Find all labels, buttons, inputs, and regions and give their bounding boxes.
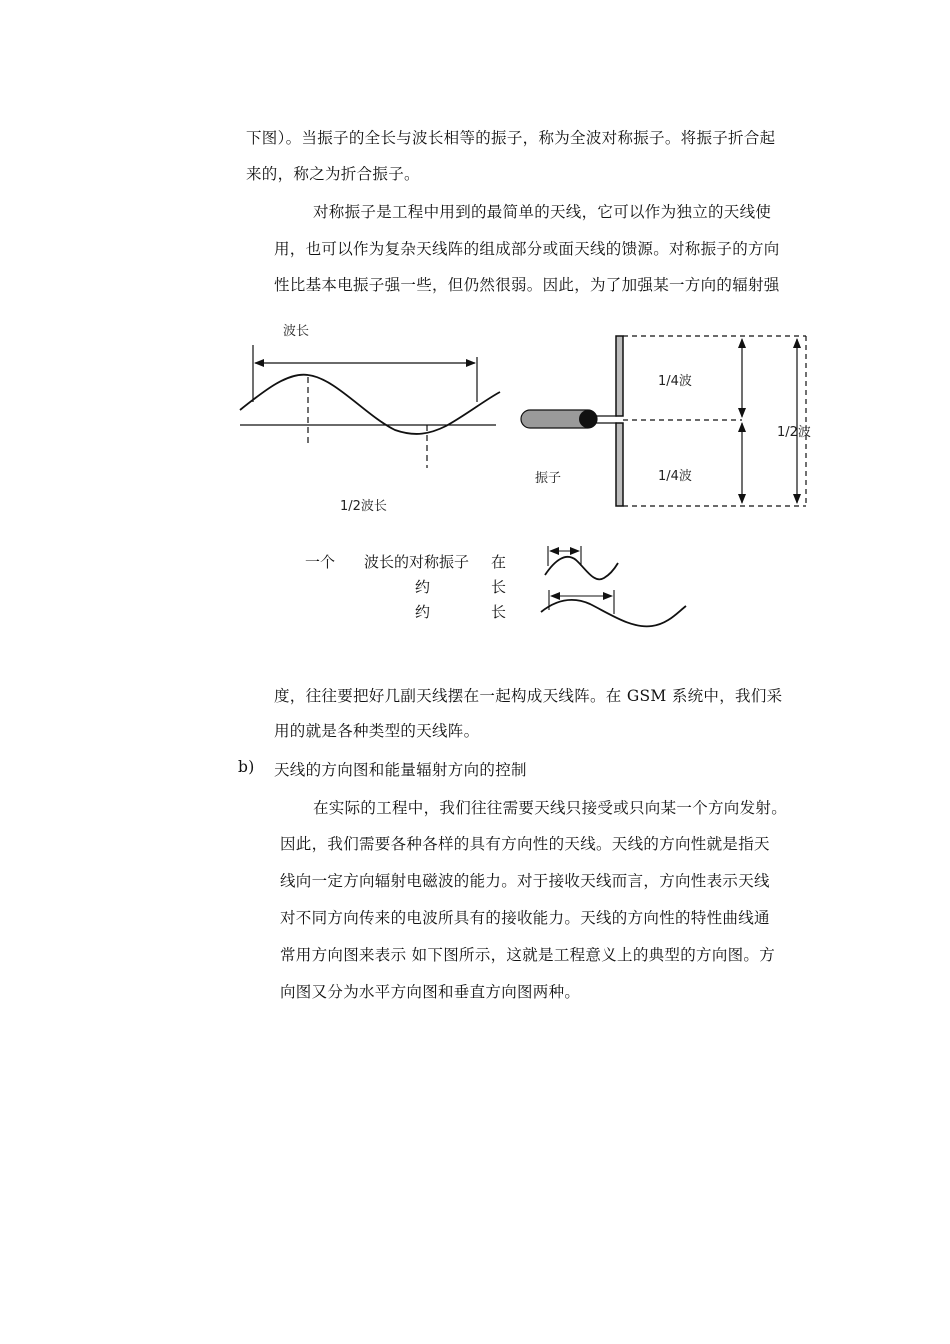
text-line: 下图）。当振子的全长与波长相等的振子，称为全波对称振子。将振子折合起 [246,129,776,147]
text-line: 在实际的工程中，我们往往需要天线只接受或只向某一个方向发射。 [313,799,788,817]
text-line: 对不同方向传来的电波所具有的接收能力。天线的方向性的特性曲线通 [280,909,770,927]
text-line: 因此，我们需要各种各样的具有方向性的天线。天线的方向性就是指天 [280,835,770,853]
dipole-label: 振子 [535,471,562,486]
caption-text: 约 [415,603,431,621]
wavelength-label: 波长 [283,324,310,339]
quarter-wave-bottom-label: 1/4波 [658,469,692,484]
caption-text: 一个 [305,553,336,571]
caption-text: 波长的对称振子 [364,553,470,571]
text-line: 对称振子是工程中用到的最简单的天线，它可以作为独立的天线使 [313,203,772,221]
text-line: 向图又分为水平方向图和垂直方向图两种。 [280,983,581,1001]
text-line: 度，往往要把好几副天线摆在一起构成天线阵。在 GSM 系统中，我们采 [274,687,783,705]
caption-text: 约 [415,578,431,596]
text-line: 常用方向图来表示 如下图所示，这就是工程意义上的典型的方向图。方 [280,946,776,964]
wavelength-diagram [240,345,500,468]
small-wave-diagram-2 [541,590,686,626]
text-line: 性比基本电振子强一些，但仍然很弱。因此，为了加强某一方向的辐射强 [274,276,780,294]
section-marker: b) [238,758,255,776]
quarter-wave-top-label: 1/4波 [658,374,692,389]
caption-text: 在 [491,553,507,571]
half-wavelength-label: 1/2波长 [340,499,387,514]
half-wave-label: 1/2波 [777,425,811,440]
text-line: 用的就是各种类型的天线阵。 [274,722,480,740]
text-line: 用，也可以作为复杂天线阵的组成部分或面天线的馈源。对称振子的方向 [274,240,780,258]
text-line: 来的，称之为折合振子。 [246,165,420,183]
section-heading: 天线的方向图和能量辐射方向的控制 [274,761,527,779]
caption-text: 长 [491,578,507,596]
text-line: 线向一定方向辐射电磁波的能力。对于接收天线而言，方向性表示天线 [280,872,770,890]
small-wave-diagram-1 [545,546,618,579]
caption-text: 长 [491,603,507,621]
